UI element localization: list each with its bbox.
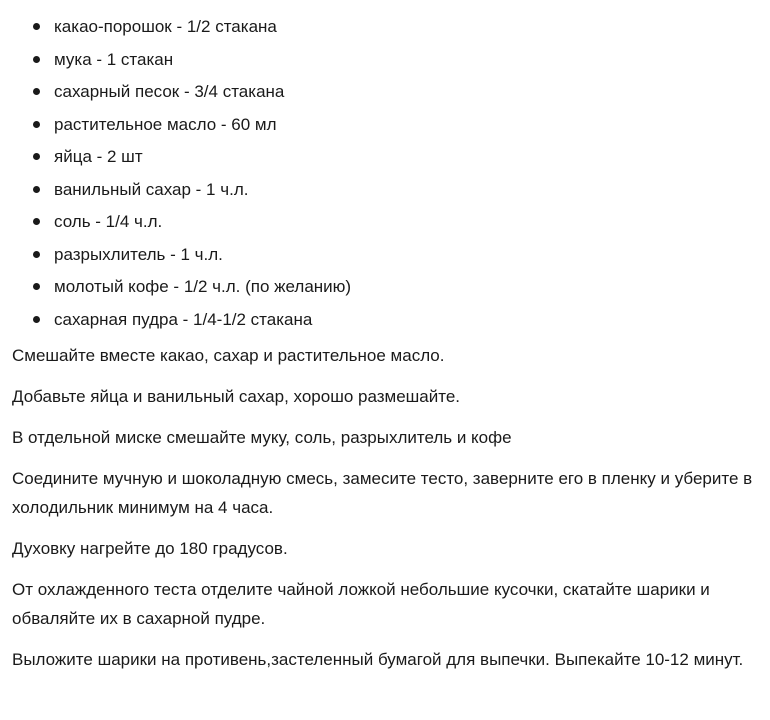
step-paragraph: Соедините мучную и шоколадную смесь, замесите тесто, заверните его в пленку и уберите в холодильник минимум на 4 часа. [12, 469, 753, 517]
ingredient-text: какао-порошок - 1/2 стакана [54, 17, 277, 36]
ingredient-text: сахарный песок - 3/4 стакана [54, 82, 285, 101]
ingredient-item [52, 208, 758, 241]
bullet-icon [33, 56, 40, 63]
ingredient-text: соль - 1/4 ч.л. [54, 212, 163, 231]
step-paragraph: Добавьте яйца и ванильный сахар, хорошо размешайте. [12, 387, 461, 406]
bullet-icon [33, 251, 40, 258]
ingredient-item [52, 176, 758, 209]
ingredient-item [52, 143, 758, 176]
bullet-icon [33, 316, 40, 323]
ingredient-text: ванильный сахар - 1 ч.л. [54, 179, 249, 199]
ingredient-item [52, 78, 758, 111]
step-paragraph: От охлажденного теста отделите чайной ложкой небольшие кусочки, скатайте шарики и обваляйте их в сахарной пудре. [12, 580, 710, 628]
ingredient-text: растительное масло - 60 мл [54, 114, 277, 134]
ingredient-item [52, 273, 758, 306]
bullet-icon [33, 186, 40, 193]
bullet-icon [33, 88, 40, 95]
ingredient-item [52, 13, 758, 46]
ingredient-item [52, 306, 758, 339]
bullet-icon [33, 23, 40, 30]
ingredient-item [52, 46, 758, 79]
step-paragraph: В отдельной миске смешайте муку, соль, разрыхлитель и кофе [12, 428, 512, 447]
bullet-icon [33, 121, 40, 128]
ingredient-item [52, 111, 758, 144]
ingredient-text: разрыхлитель - 1 ч.л. [54, 244, 223, 264]
ingredient-text: молотый кофе - 1/2 ч.л. (по желанию) [54, 277, 352, 296]
step-paragraph: Смешайте вместе какао, сахар и растительное масло. [12, 346, 445, 365]
step-paragraph: Духовку нагрейте до 180 градусов. [12, 539, 288, 558]
ingredient-text: сахарная пудра - 1/4-1/2 стакана [54, 309, 313, 329]
bullet-icon [33, 153, 40, 160]
bullet-icon [33, 218, 40, 225]
instruction-steps [12, 341, 758, 674]
ingredient-item [52, 241, 758, 274]
ingredient-list [12, 13, 758, 338]
ingredient-text: мука - 1 стакан [54, 49, 174, 69]
ingredient-text: яйца - 2 шт [54, 147, 143, 166]
step-paragraph: Выложите шарики на противень,застеленный бумагой для выпечки. Выпекайте 10-12 минут. [12, 650, 744, 669]
bullet-icon [33, 283, 40, 290]
